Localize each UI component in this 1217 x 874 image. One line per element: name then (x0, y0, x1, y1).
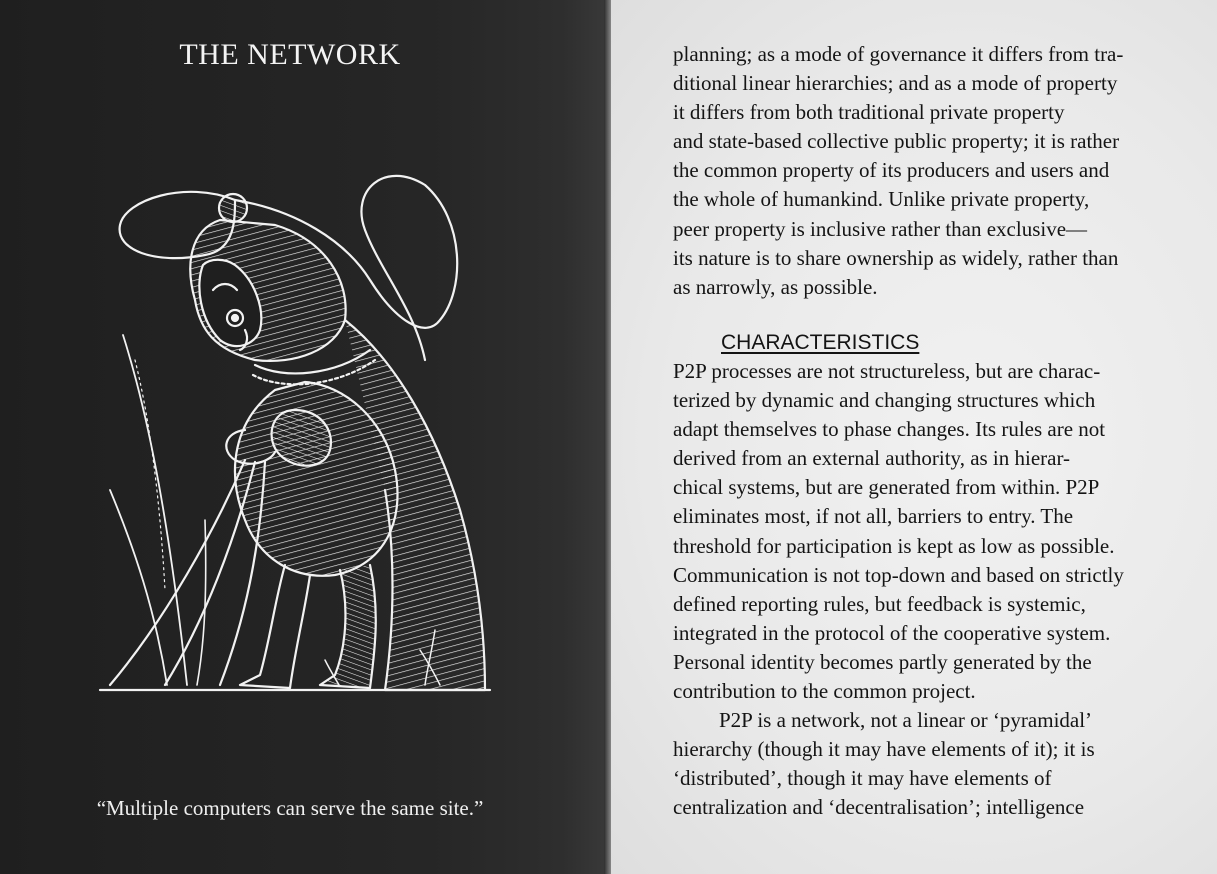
text-line: the whole of humankind. Unlike private property, (673, 187, 1090, 212)
paragraph-3 (673, 706, 1203, 822)
body-text (673, 40, 1203, 822)
text-line: adapt themselves to phase changes. Its rules are not (673, 417, 1106, 442)
paragraph-2 (673, 357, 1203, 706)
text-line: ‘distributed’, though it may have elements of (673, 766, 1052, 791)
page-title: THE NETWORK (179, 38, 401, 71)
text-line: contribution to the common project. (673, 678, 976, 703)
text-line: ditional linear hierarchies; and as a mode of property (673, 71, 1118, 96)
text-line: centralization and ‘decentralisation’; intelligence (673, 795, 1085, 820)
text-line: integrated in the protocol of the cooperative system. (673, 620, 1111, 645)
text-line: P2P processes are not structureless, but are charac- (673, 358, 1101, 383)
network-creature-illustration (95, 170, 495, 710)
image-caption: “Multiple computers can serve the same site.” (96, 796, 484, 820)
paragraph-1 (673, 40, 1203, 302)
text-line: defined reporting rules, but feedback is systemic, (673, 591, 1086, 616)
text-line: derived from an external authority, as in hierar- (673, 446, 1071, 471)
text-line: threshold for participation is kept as low as possible. (673, 533, 1115, 558)
text-line: it differs from both traditional private property (673, 100, 1065, 125)
text-line: terized by dynamic and changing structures which (673, 388, 1096, 413)
text-line: Communication is not top-down and based on strictly (673, 562, 1124, 587)
text-line: hierarchy (though it may have elements of it); it is (673, 737, 1095, 762)
text-line: Personal identity becomes partly generated by the (673, 649, 1092, 674)
text-line: its nature is to share ownership as widely, rather than (673, 245, 1119, 270)
text-line: and state-based collective public property; it is rather (673, 129, 1120, 154)
text-line: eliminates most, if not all, barriers to entry. The (673, 504, 1074, 529)
section-heading: CHARACTERISTICS (721, 330, 920, 354)
text-line: chical systems, but are generated from within. P2P (673, 475, 1100, 500)
text-line: as narrowly, as possible. (673, 274, 878, 299)
text-line: peer property is inclusive rather than exclusive— (673, 216, 1088, 241)
right-page (611, 0, 1217, 874)
text-line: planning; as a mode of governance it differs from tra- (673, 42, 1124, 66)
text-line: the common property of its producers and users and (673, 158, 1110, 183)
text-line: P2P is a network, not a linear or ‘pyramidal’ (719, 708, 1093, 733)
